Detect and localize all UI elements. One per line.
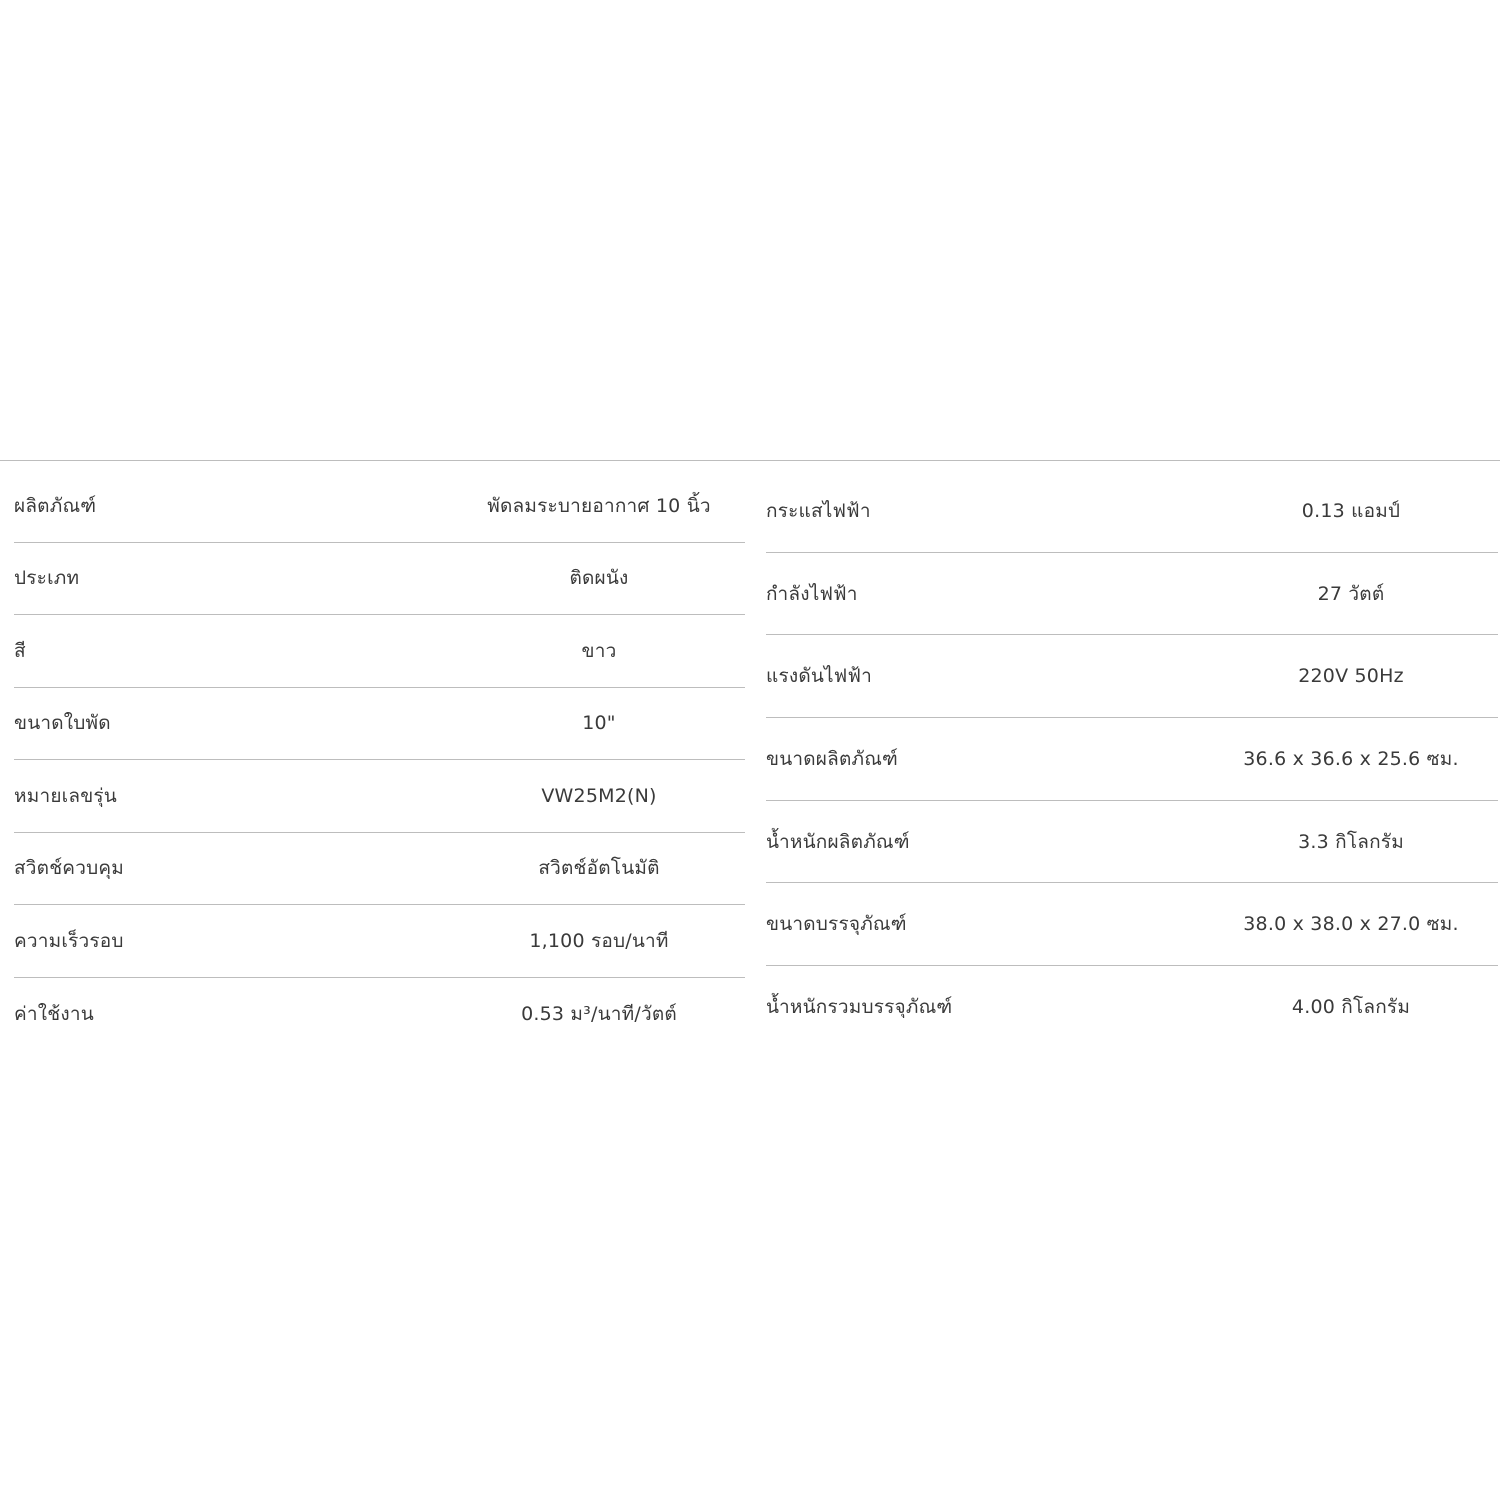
spec-label: หมายเลขรุ่น [14,784,117,807]
spec-value: 36.6 x 36.6 x 25.6 ซม. [1243,747,1459,770]
spec-column-right [766,470,1498,1049]
table-top-divider [0,460,1500,461]
spec-value: VW25M2(N) [541,784,657,807]
spec-value: 10" [582,712,616,735]
spec-label: ผลิตภัณฑ์ [14,494,97,517]
spec-value: 4.00 กิโลกรัม [1291,996,1411,1019]
spec-value: 27 วัตต์ [1317,582,1385,605]
spec-row-product-weight [766,801,1498,884]
spec-row-gross-weight [766,966,1498,1049]
spec-label: ขนาดบรรจุภัณฑ์ [766,913,907,936]
spec-row-type [14,543,745,616]
spec-value: ติดผนัง [569,567,629,590]
spec-label: น้ำหนักผลิตภัณฑ์ [766,830,910,853]
spec-row-voltage [766,635,1498,718]
spec-label: กระแสไฟฟ้า [766,499,871,522]
spec-label: ประเภท [14,567,80,590]
spec-label: กำลังไฟฟ้า [766,582,858,605]
spec-row-current [766,470,1498,553]
spec-label: ขนาดผลิตภัณฑ์ [766,747,899,770]
spec-row-switch [14,833,745,906]
spec-value: 3.3 กิโลกรัม [1298,830,1404,853]
spec-column-left [14,470,745,1050]
spec-value: พัดลมระบายอากาศ 10 นิ้ว [487,494,711,517]
spec-label: สวิตช์ควบคุม [14,857,124,880]
spec-value: 220V 50Hz [1298,665,1404,688]
spec-row-power [766,553,1498,636]
spec-label: ขนาดใบพัด [14,712,111,735]
spec-value: 0.53 ม³/นาที/วัตต์ [521,1002,677,1025]
spec-label: ความเร็วรอบ [14,929,124,952]
spec-row-product [14,470,745,543]
spec-value: 38.0 x 38.0 x 27.0 ซม. [1243,913,1459,936]
spec-value: สวิตช์อัตโนมัติ [538,857,660,880]
spec-label: สี [14,639,26,662]
spec-label: ค่าใช้งาน [14,1002,94,1025]
spec-row-color [14,615,745,688]
spec-row-speed [14,905,745,978]
spec-row-product-size [766,718,1498,801]
spec-row-package-size [766,883,1498,966]
spec-label: น้ำหนักรวมบรรจุภัณฑ์ [766,996,953,1019]
spec-value: 0.13 แอมป์ [1301,499,1401,522]
spec-label: แรงดันไฟฟ้า [766,665,872,688]
spec-value: 1,100 รอบ/นาที [529,929,669,952]
spec-row-efficiency [14,978,745,1051]
spec-row-blade-size [14,688,745,761]
spec-row-model [14,760,745,833]
spec-value: ขาว [581,639,617,662]
